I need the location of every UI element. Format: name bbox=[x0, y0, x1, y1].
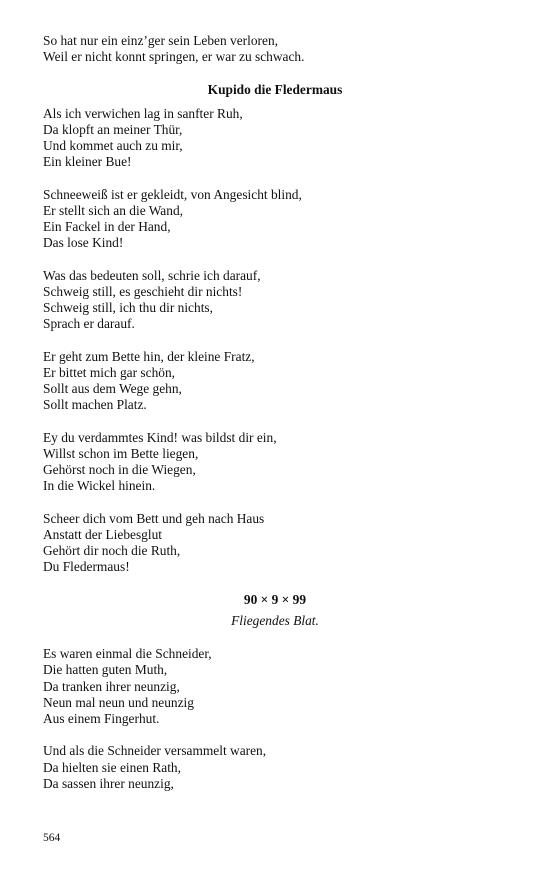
verse-line: Aus einem Fingerhut. bbox=[43, 711, 160, 727]
verse-line: Weil er nicht konnt springen, er war zu schwach. bbox=[43, 49, 305, 65]
poem-title: Kupido die Fledermaus bbox=[207, 81, 343, 97]
verse-line: Was das bedeuten soll, schrie ich darauf, bbox=[43, 267, 261, 283]
verse-line: Es waren einmal die Schneider, bbox=[43, 646, 212, 662]
stanza bbox=[43, 430, 507, 495]
verse-line: Da tranken ihrer neunzig, bbox=[43, 678, 180, 694]
verse-line: Er geht zum Bette hin, der kleine Fratz, bbox=[43, 348, 255, 364]
verse-line: Sollt machen Platz. bbox=[43, 397, 147, 413]
verse-line: In die Wickel hinein. bbox=[43, 478, 156, 494]
verse-line: Er bittet mich gar schön, bbox=[43, 365, 176, 380]
page-text bbox=[43, 33, 507, 808]
verse-line: Du Fledermaus! bbox=[43, 559, 130, 575]
verse-line: Ey du verdammtes Kind! was bildst dir ein, bbox=[43, 429, 277, 445]
verse-line: Anstatt der Liebesglut bbox=[43, 527, 162, 542]
verse-line: Schweig still, ich thu dir nichts, bbox=[43, 300, 213, 316]
verse-line: Das lose Kind! bbox=[43, 235, 124, 251]
verse-line: Schneeweiß ist er gekleidt, von Angesicht blind, bbox=[43, 186, 302, 202]
verse-line: Gehört dir noch die Ruth, bbox=[43, 543, 181, 559]
stanza bbox=[43, 349, 507, 414]
stanza bbox=[43, 106, 507, 171]
verse-line: Da klopft an meiner Thür, bbox=[43, 122, 183, 137]
verse-line: Schweig still, es geschieht dir nichts! bbox=[43, 284, 243, 299]
stanza bbox=[43, 743, 507, 792]
poem-subtitle: Fliegendes Blat. bbox=[231, 613, 319, 628]
verse-line: Neun mal neun und neunzig bbox=[43, 694, 194, 710]
verse-line: Gehörst noch in die Wiegen, bbox=[43, 462, 196, 478]
page-number: 564 bbox=[43, 832, 61, 844]
verse-line: Scheer dich vom Bett und geh nach Haus bbox=[43, 510, 265, 526]
stanza bbox=[43, 511, 507, 576]
verse-line: Ein Fackel in der Hand, bbox=[43, 219, 171, 235]
stanza bbox=[43, 33, 507, 65]
stanza bbox=[43, 268, 507, 333]
poem-title: 90 × 9 × 99 bbox=[243, 591, 307, 607]
verse-line: Er stellt sich an die Wand, bbox=[43, 203, 183, 218]
verse-line: Sollt aus dem Wege gehn, bbox=[43, 381, 182, 397]
verse-line: Und kommet auch zu mir, bbox=[43, 138, 183, 154]
verse-line: Da sassen ihrer neunzig, bbox=[43, 775, 174, 791]
verse-line: Da hielten sie einen Rath, bbox=[43, 759, 181, 775]
verse-line: Und als die Schneider versammelt waren, bbox=[43, 743, 267, 759]
verse-line: Als ich verwichen lag in sanfter Ruh, bbox=[43, 105, 243, 121]
verse-line: Sprach er darauf. bbox=[43, 316, 135, 332]
verse-line: So hat nur ein einz’ger sein Leben verloren, bbox=[43, 33, 278, 48]
verse-line: Willst schon im Bette liegen, bbox=[43, 446, 199, 461]
stanza bbox=[43, 646, 507, 727]
verse-line: Die hatten guten Muth, bbox=[43, 662, 168, 678]
verse-line: Ein kleiner Bue! bbox=[43, 154, 132, 170]
stanza bbox=[43, 187, 507, 252]
